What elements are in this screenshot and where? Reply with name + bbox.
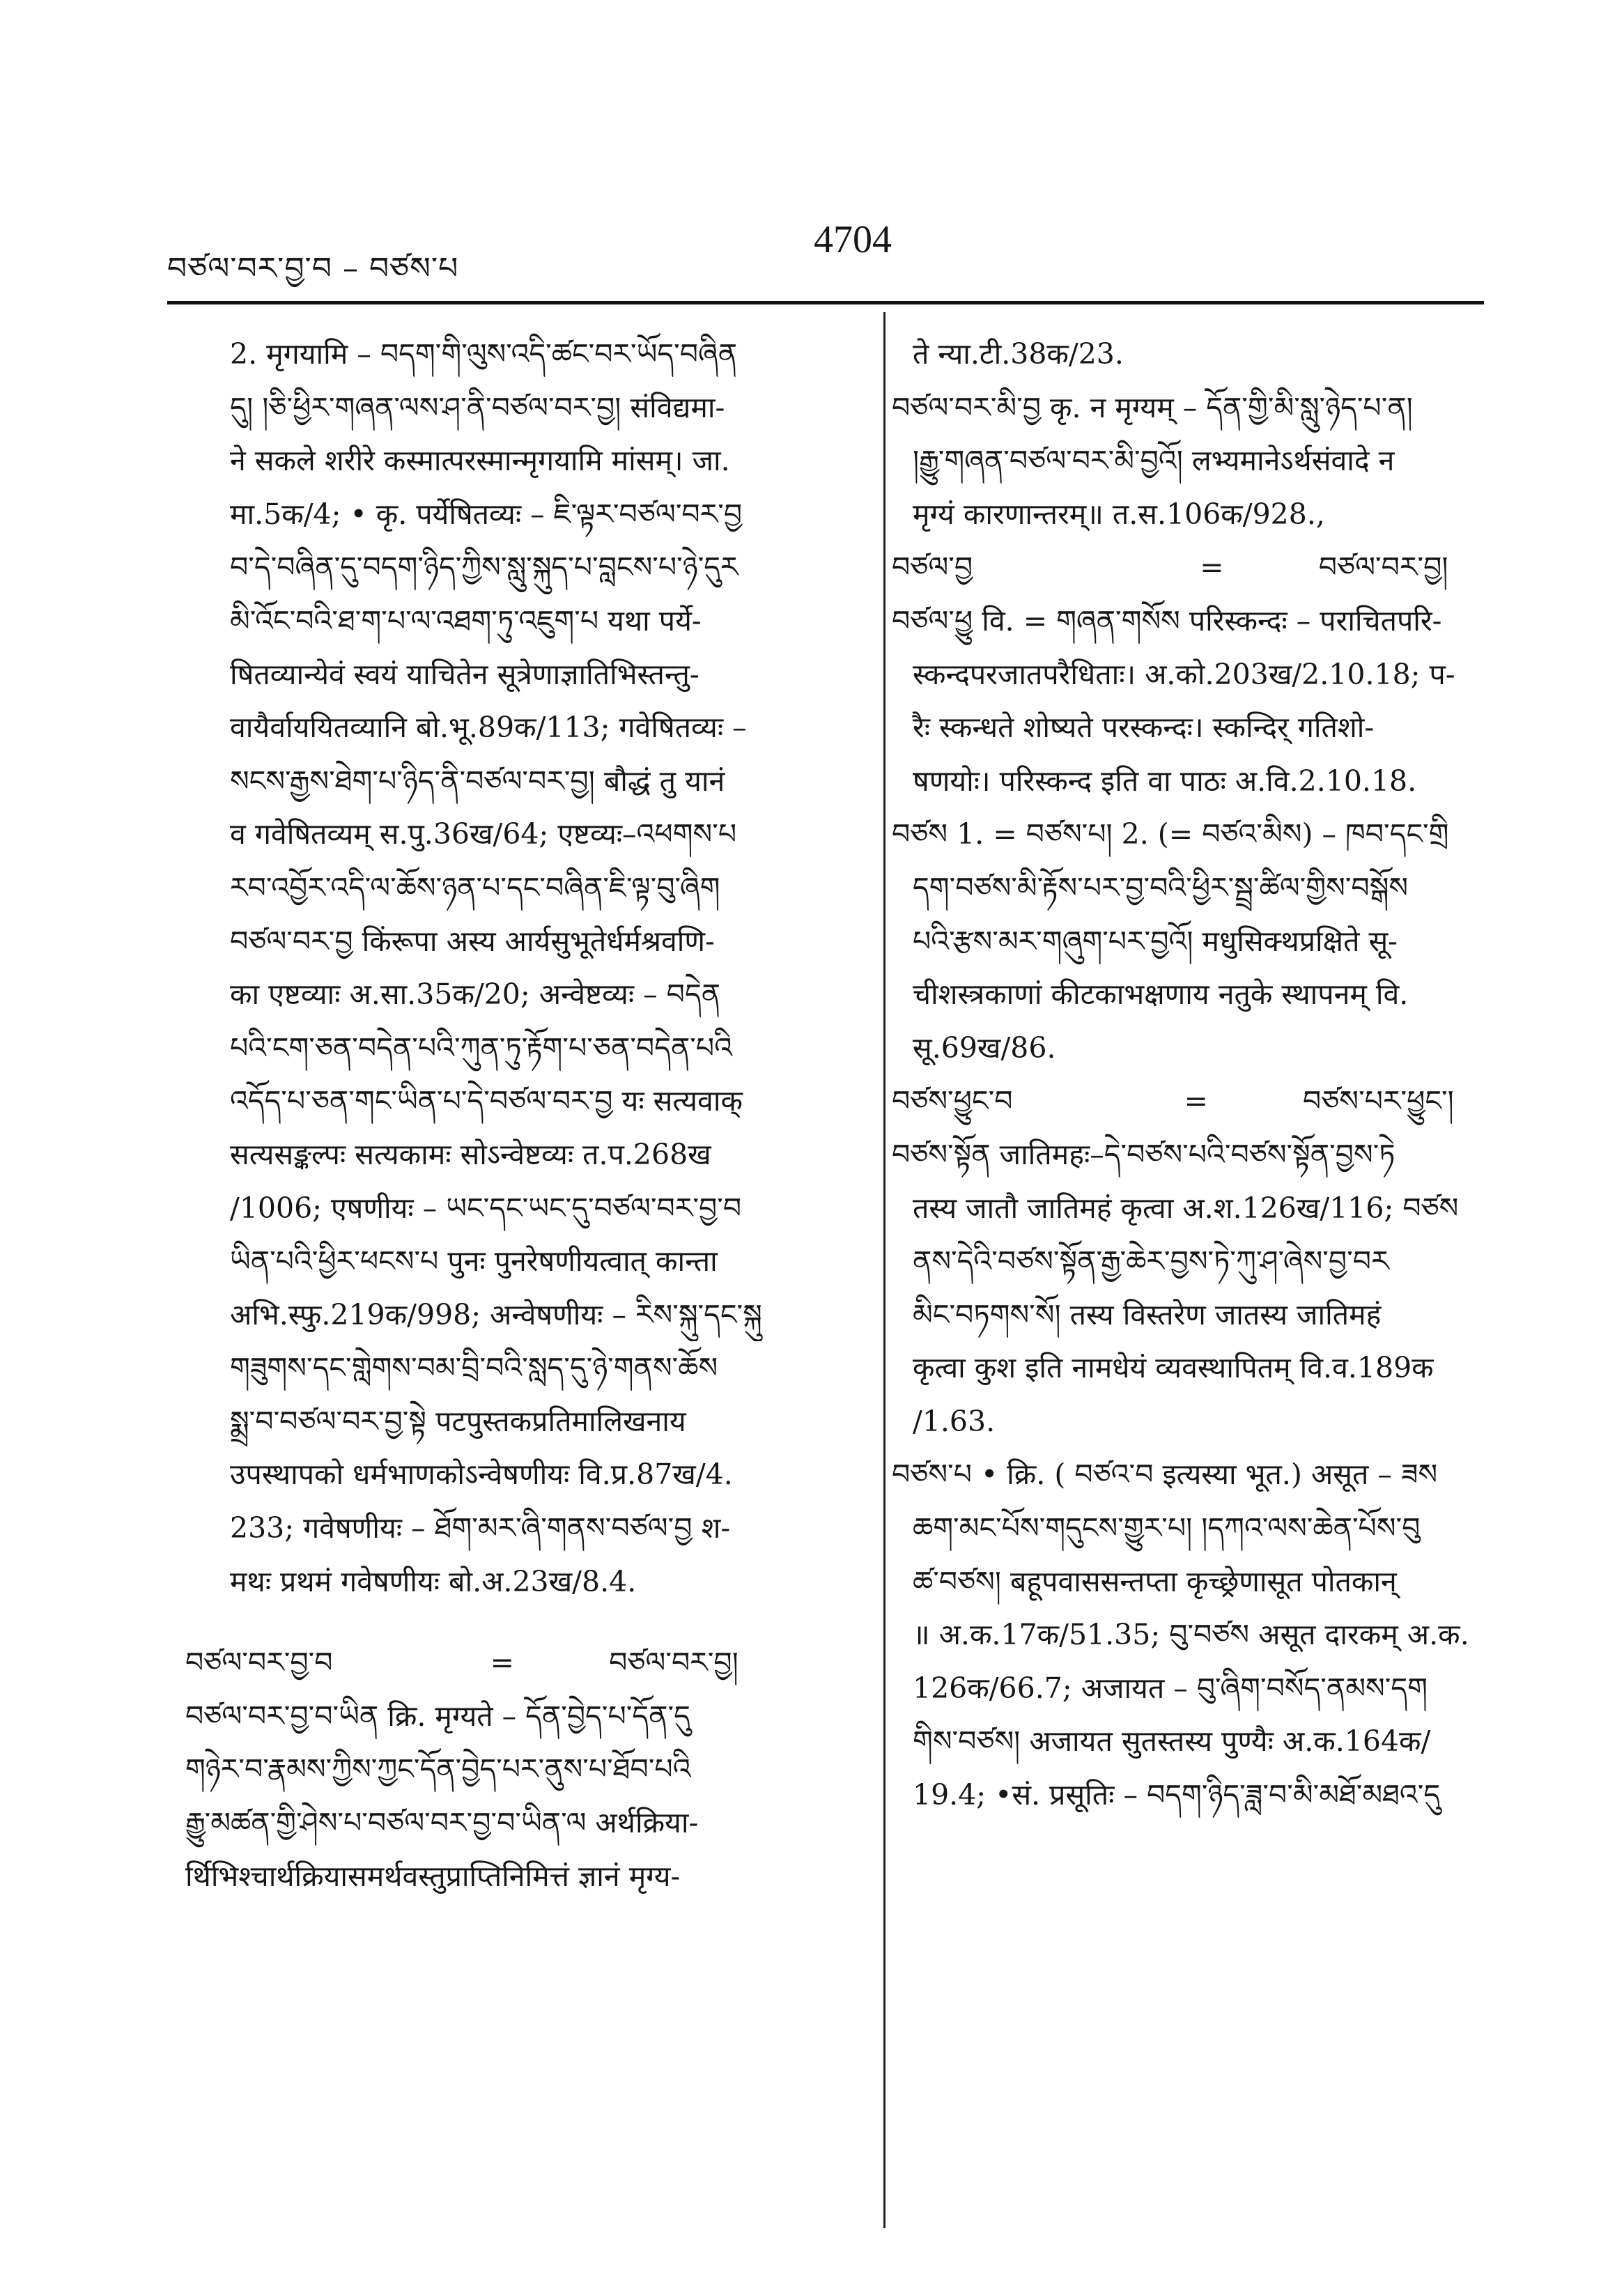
text-line: र्थिभिश्चार्थक्रियासमर्थवस्तुप्राप्तिनिमित्तं ज्ञानं मृग्य- [185,1859,681,1893]
text-line: षणयोः। परिस्कन्द इति वा पाठः अ.वि.2.10.18. [913,764,1417,798]
entry-jatimaha [892,1128,1505,1449]
text-line: सू.69ख/86. [913,1030,1056,1065]
text-line: བཙས་སྟོན जातिमहः–དེ་བཙས་པའི་བཙས་སྟོན་བྱས་ཏེ [892,1137,1395,1171]
text-line: དག་བཙས་མི་རྟོས་པར་བྱ་བའི་ཕྱིར་སྦྲ་ཚིལ་གྱིས་བསྒོས [913,870,1409,904]
text-line: གཟུགས་དང་གླེགས་བམ་བྲི་བའི་སླད་དུ་ཉེ་གནས་ཆོས [230,1351,718,1385]
entry-cross-reference [892,541,1505,594]
entry-mrgyate [185,1690,853,1903]
text-line: བཙལ་ཕྱུ वि. = གཞན་གསོས परिस्कन्दः – पराचितपरि- [892,603,1442,638]
text-line: चीशस्त्रकाणां कीटकाभक्षणाय नतुके स्थापनम् वि. [913,978,1409,1012]
text-line: པའི་རྩས་མར་གཞུག་པར་བྱའོ། मधुसिक्थप्रक्षिते सू- [913,924,1398,958]
entry-continuation-mrgayami [230,327,853,1608]
text-line: ཆག་མང་པོས་གདུངས་གྱུར་པ། །དཀའ་ལས་ཆེན་པོས་བུ [913,1511,1421,1545]
entry-asuta [892,1448,1505,1821]
cross-ref-target: བཙལ་བར་བྱ། [1318,550,1448,585]
entry-cross-reference [185,1636,853,1690]
text-line: कृत्वा कुश इति नामधेयं व्यवस्थापितम् वि.व.189क [913,1351,1434,1385]
text-line: 2. मृगयामि – བདག་གི་ལུས་འདི་ཚང་བར་ཡོད་བཞིན [230,337,738,371]
text-line: का एष्टव्याः अ.सा.35क/20; अन्वेष्टव्यः – བདེན [230,978,721,1012]
text-line: བཙལ་བར་མི་བྱ कृ. न मृग्यम् – དོན་གྱི་མི་སླུ་ཉེད་པ་ན། [892,390,1413,424]
text-line: 233; गवेषणीयः – ཐོག་མར་ཞི་གནས་བཙལ་བྱ श- [230,1511,731,1545]
text-line: སངས་རྒྱས་ཐེག་པ་ཉིད་ནི་བཙལ་བར་བྱ། बौद्धं तु यानं [230,764,725,798]
entry-term: བཙས་ཕྱུང་བ [892,1084,1013,1118]
text-line: मृग्यं कारणान्तरम्॥ त.स.106क/928., [913,497,1325,531]
entry-continuation-mrgyate [892,327,1505,541]
text-line: रैः स्कन्धते शोष्यते परस्कन्दः। स्कन्दिर् गतिशो- [913,711,1375,745]
equals-sign: = [1184,1084,1208,1118]
text-line: 19.4; •सं. प्रसूतिः – བདག་ཉིད་ཟླ་བ་མི་མཐོ་མཐའ་དུ [913,1778,1441,1812]
text-line: རབ་འབྱོར་འདི་ལ་ཆོས་ཉན་པ་དང་བཞིན་ཇི་ལྟ་བུ་ཞིག [230,870,720,904]
text-line: मथः प्रथमं गवेषणीयः बो.अ.23ख/8.4. [230,1564,637,1598]
entry-pariskanda [892,594,1505,1074]
page-number: 4704 [814,218,892,261]
cross-ref-target: བཙལ་བར་བྱ། [609,1646,738,1680]
text-line: རྒྱུ་མཚན་གྱི་ཤེས་པ་བཙལ་བར་བྱ་བ་ཡིན་ལ अर्थक्रिया- [185,1806,699,1840]
text-line: 126क/66.7; अजायत – བུ་ཞིག་བསོད་ནམས་དག [913,1671,1428,1705]
text-line: उपस्थापको धर्मभाणकोऽन्वेषणीयः वि.प्र.87ख/4. [230,1458,733,1492]
text-line: तस्य जातौ जातिमहं कृत्वा अ.श.126ख/116; བཙས [913,1191,1459,1225]
text-line: ॥ अ.क.17क/51.35; བུ་བཙས असूत दारकम् अ.क. [913,1618,1469,1652]
equals-sign: = [490,1646,514,1680]
text-line: འདོད་པ་ཅན་གང་ཡིན་པ་དེ་བཙལ་བར་བྱ यः सत्यवाक् [230,1084,743,1118]
text-line: /1006; एषणीयः – ཡང་དང་ཡང་དུ་བཙལ་བར་བྱ་བ [230,1191,742,1225]
text-line: ने सकले शरीरे कस्मात्परस्मान्मृगयामि मांसम्। जा. [230,444,730,478]
text-line: གིས་བཙས། अजायत सुतस्तस्य पुण्यैः अ.क.164क/ [913,1724,1431,1759]
text-line: སྨྲ་བ་བཙལ་བར་བྱ་སྟེ पटपुस्तकप्रतिमालिखनाय [230,1404,686,1438]
text-line: ते न्या.टी.38क/23. [913,337,1124,371]
right-column [892,327,1505,1822]
header-rule [167,301,1484,304]
entry-cross-reference [892,1074,1505,1128]
text-line: स्कन्दपरजातपरैधिताः। अ.को.203ख/2.10.18; प- [913,657,1455,691]
entry-term: བཙལ་བར་བྱ་བ [185,1646,333,1680]
text-line: अभि.स्फु.219क/998; अन्वेषणीयः – རིས་སྐུ་དང་སྐུ [230,1297,762,1331]
text-line: ཡིན་པའི་ཕྱིར་ཕངས་པ पुनः पुनरेषणीयत्वात् कान्ता [230,1244,718,1279]
cross-ref-target: བཙས་པར་ཕྱུང་། [1303,1084,1454,1118]
column-divider [883,312,886,2228]
text-line: བཙལ་བར་བྱ किंरूपा अस्य आर्यसुभूतेर्धर्मश्रवणि- [230,924,715,958]
text-line: व गवेषितव्यम् स.पु.36ख/64; एष्टव्यः–འཕགས་པ [230,817,737,851]
text-line: ཚ་བཙས། बहूपवाससन्तप्ता कृच्छ्रेणासूत पोतकान् [913,1564,1397,1598]
text-line: सत्यसङ्कल्पः सत्यकामः सोऽन्वेष्टव्यः त.प.268ख [230,1137,711,1171]
text-line: བཙས་པ • क्रि. ( བཙའ་བ इत्यस्या भूत.) असूत – ཟས [892,1458,1438,1492]
text-line: वायैर्वाययितव्यानि बो.भू.89क/113; गवेषितव्यः – [230,711,747,745]
equals-sign: = [1200,550,1224,585]
entry-term: བཙལ་བྱ [892,550,973,585]
text-line: བ་དེ་བཞིན་དུ་བདག་ཉིད་ཀྱིས་སླུ་སྐུད་པ་བླངས་པ་ཉེ་དུར [230,550,738,585]
text-line: ནས་དེའི་བཙས་སྟོན་རྒྱ་ཆེར་བྱས་ཏེ་ཀུ་ཤ་ཞེས་བྱ་བར [913,1244,1389,1279]
text-line: བཙས 1. = བཙས་པ། 2. (= བཙའ་མིས) – ཁབ་དང་གྲི [892,817,1449,851]
running-head: བཙལ་བར་བྱ་བ – བཙས་པ [167,251,459,286]
text-line: མི་འོང་བའི་ཐ་ག་པ་ལ་འཐག་ཏུ་འཇུག་པ यथा पर्ये- [230,603,702,638]
text-line: བཙལ་བར་བྱ་བ་ཡིན क्रि. मृग्यते – དོན་བྱེད་པ་དོན་དུ [185,1699,690,1733]
text-line: དུ། །ཅི་ཕྱིར་གཞན་ལས་ཤ་ནི་བཙལ་བར་བྱ། संविद्यमा- [230,390,725,424]
text-line: །རྒྱུ་གཞན་བཙལ་བར་མི་བྱའོ། लभ्यमानेऽर्थसंवादे न [913,444,1395,478]
text-line: པའི་ངག་ཅན་བདེན་པའི་ཀུན་ཏུ་རྟོག་པ་ཅན་བདེན་པའི [230,1030,733,1065]
text-line: /1.63. [913,1404,996,1438]
text-line: षितव्यान्येवं स्वयं याचितेन सूत्रेणाज्ञातिभिस्तन्तु- [230,657,699,691]
text-line: མིང་བཏགས་སོ། तस्य विस्तरेण जातस्य जातिमहं [913,1297,1382,1331]
text-line: གཉེར་བ་རྣམས་ཀྱིས་ཀྱང་དོན་བྱེད་པར་ནུས་པ་ཐོབ་པའི [185,1752,691,1786]
text-line: मा.5क/4; • कृ. पर्येषितव्यः – ཇི་ལྟར་བཙལ་བར་བྱ [230,497,743,531]
left-column [185,327,853,1903]
